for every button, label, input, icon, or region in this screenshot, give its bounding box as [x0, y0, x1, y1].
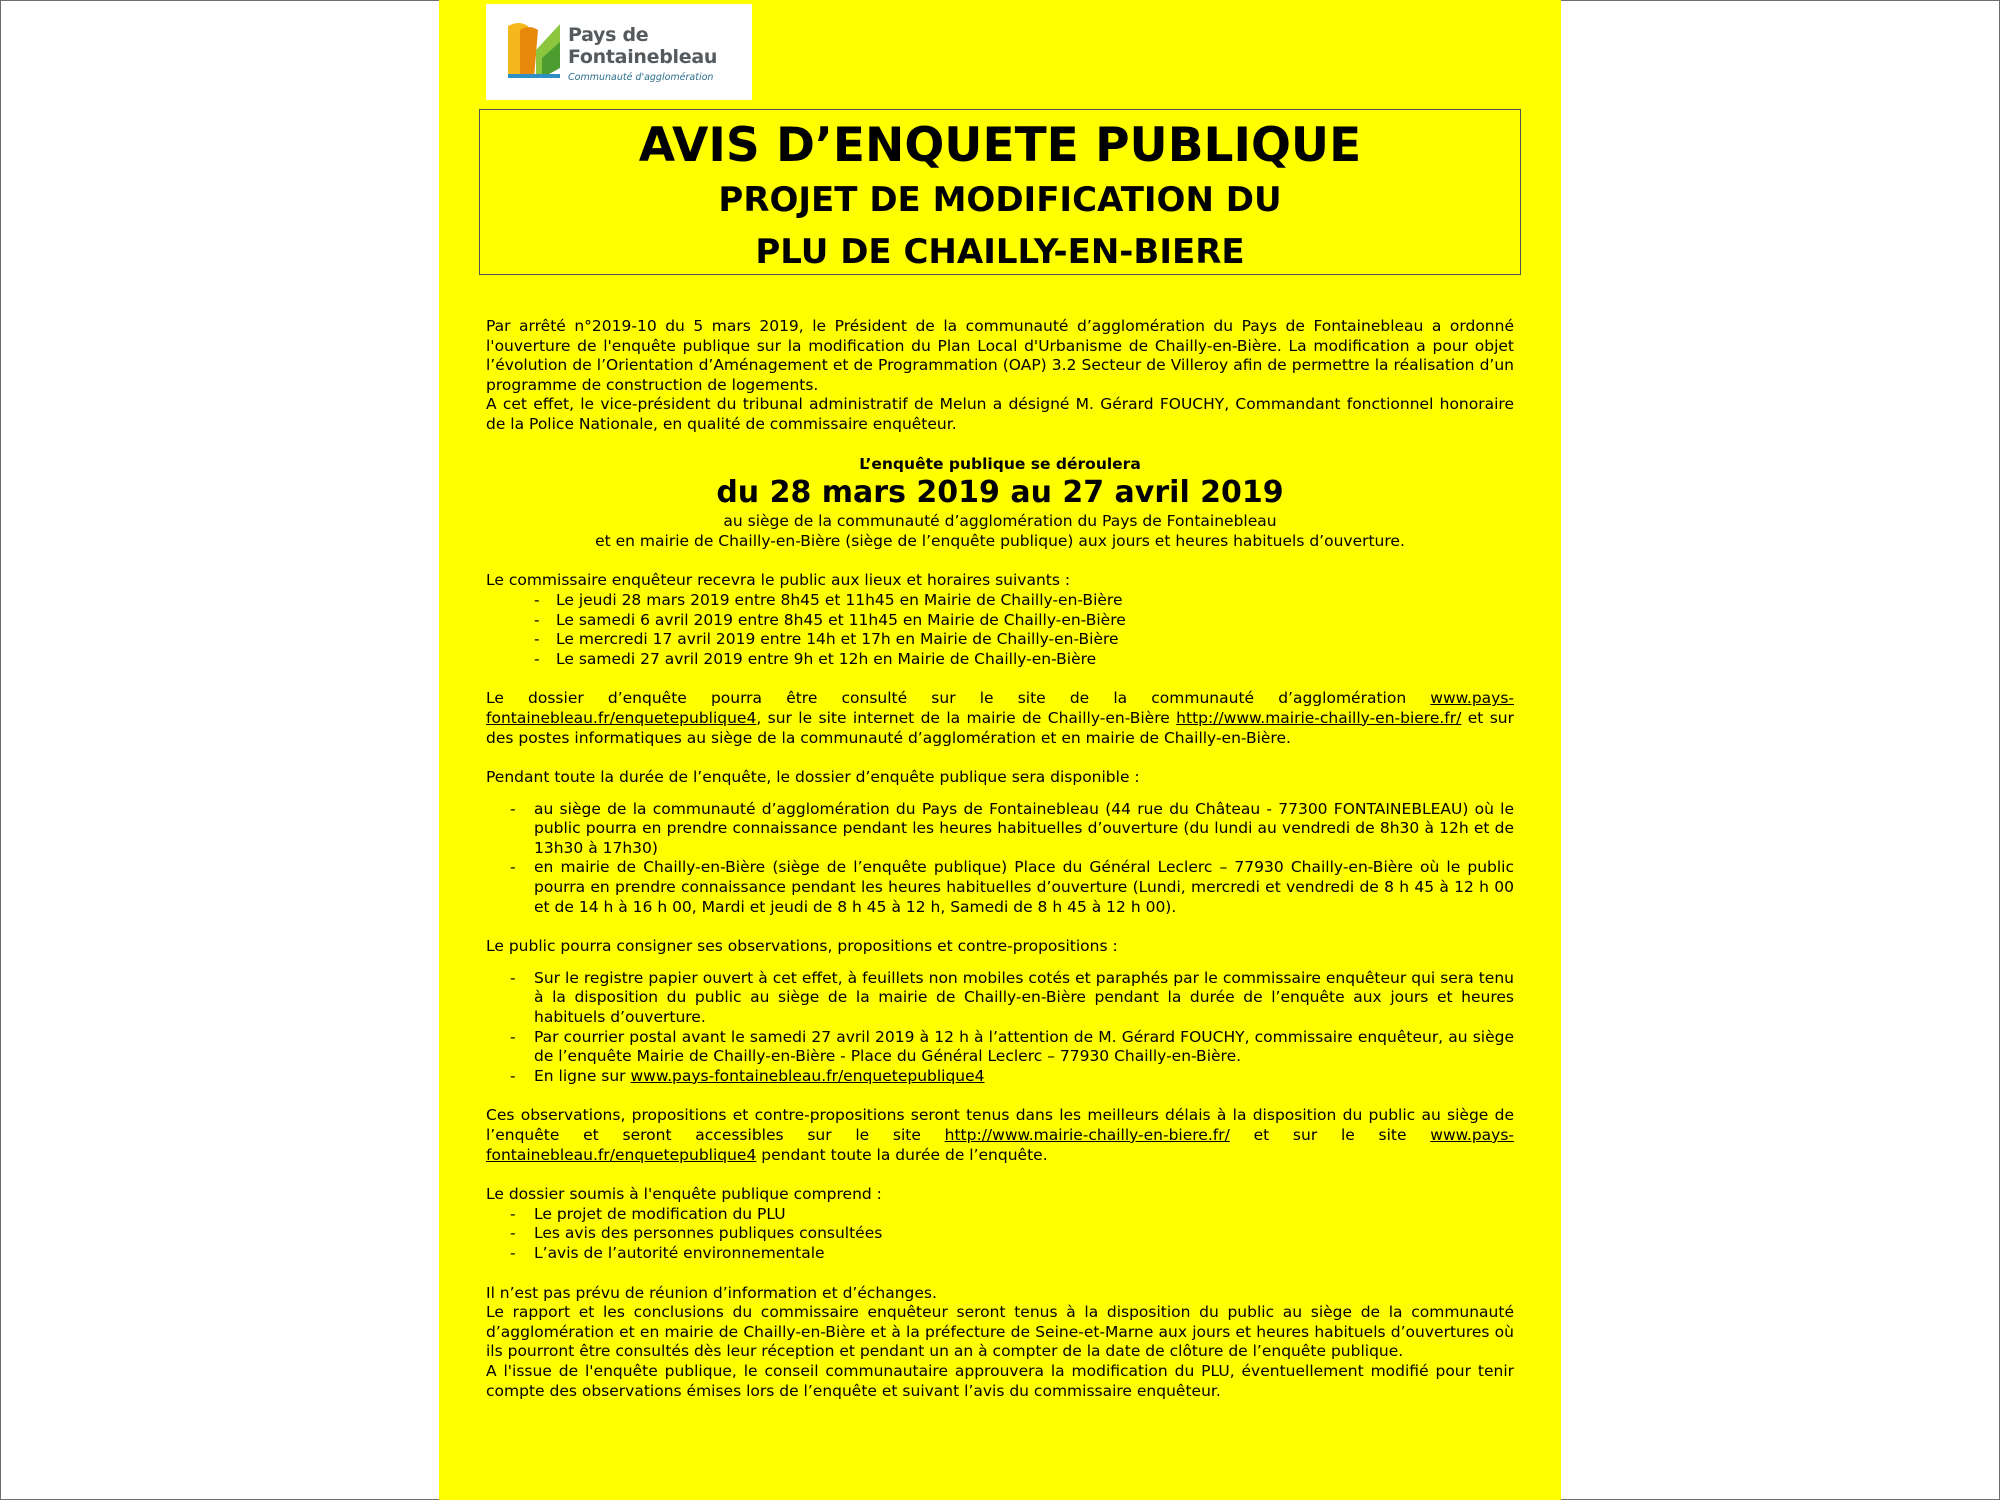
accessibility-text-3: pendant toute la durée de l’enquête. — [756, 1145, 1048, 1164]
logo-line-1: Pays de — [568, 24, 649, 46]
pays-fontainebleau-link[interactable]: www.pays-fontainebleau.fr/enquetepublique4 — [486, 689, 1514, 727]
logo-mark-icon — [506, 20, 562, 82]
closing-paragraph-3: A l'issue de l'enquête publique, le conseil communautaire approuvera la modification du PLU, éventuellement modifié pour tenir compte des observations émises lors de l’enquête et suivant l’avis du commissaire enquêteur. — [486, 1361, 1514, 1400]
notice-body — [486, 317, 1514, 1401]
notice-title: AVIS D’ENQUETE PUBLIQUE — [638, 118, 1362, 173]
list-item: - Le samedi 27 avril 2019 entre 9h et 12h en Mairie de Chailly-en-Bière — [486, 650, 1514, 670]
period-lead: L’enquête publique se déroulera — [859, 454, 1141, 473]
list-item: - Le mercredi 17 avril 2019 entre 14h et 17h en Mairie de Chailly-en-Bière — [486, 630, 1514, 650]
closing-paragraph-2: Le rapport et les conclusions du commissaire enquêteur seront tenus à la disposition du public au siège de la communauté d’agglomération et en mairie de Chailly-en-Bière et à la préfecture de Seine-et-Marne aux jours et heures habituels d’ouvertures où ils pourront être consultés dès leur réception et pendant un an à compter de la date de clôture de l’enquête publique. — [486, 1303, 1514, 1361]
accessibility-text-1: Ces observations, propositions et contre-propositions seront tenus dans les meilleurs délais à la disposition du public au siège de l’enquête et seront accessibles sur le site — [486, 1106, 1514, 1144]
accessibility-paragraph — [486, 1106, 1514, 1165]
list-item: - au siège de la communauté d’agglomération du Pays de Fontainebleau (44 rue du Château - 77300 FONTAINEBLEAU) où le public pourra en prendre connaissance pendant les heures habituelles d’ouverture (du lundi au vendredi de 8h30 à 12h et de 13h30 à 17h30) — [486, 800, 1514, 859]
list-item: - L’avis de l’autorité environnementale — [486, 1244, 1514, 1264]
list-item — [486, 1067, 1514, 1087]
list-item: - Le projet de modification du PLU — [486, 1205, 1514, 1225]
online-register-link[interactable]: www.pays-fontainebleau.fr/enquetepublique4 — [630, 1066, 985, 1085]
notice-page — [439, 0, 1561, 1500]
consultation-text-3: et sur des postes informatiques au siège de la communauté d’agglomération et en mairie de Chailly-en-Bière. — [486, 708, 1514, 747]
consultation-text-2: , sur le site internet de la mairie de Chailly-en-Bière — [756, 708, 1177, 727]
list-item: - Par courrier postal avant le samedi 27 avril 2019 à 12 h à l’attention de M. Gérard FOUCHY, commissaire enquêteur, au siège de l’enquête Mairie de Chailly-en-Bière - Place du Général Leclerc – 77930 Chailly-en-Bière. — [486, 1028, 1514, 1067]
permanences-intro: Le commissaire enquêteur recevra le public aux lieux et horaires suivants : — [486, 571, 1071, 590]
dossier-list — [486, 1205, 1514, 1264]
list-item: - Le jeudi 28 mars 2019 entre 8h45 et 11h45 en Mairie de Chailly-en-Bière — [486, 591, 1514, 611]
mairie-chailly-link[interactable]: http://www.mairie-chailly-en-biere.fr/ — [1176, 708, 1462, 727]
logo-subtitle: Communauté d'agglomération — [568, 72, 714, 83]
observations-intro: Le public pourra consigner ses observations, propositions et contre-propositions : — [486, 937, 1118, 956]
pays-fontainebleau-logo — [486, 4, 752, 100]
consultation-text-1: Le dossier d’enquête pourra être consulté sur le site de la communauté d’agglomération — [486, 689, 1431, 708]
availability-intro: Pendant toute la durée de l’enquête, le dossier d’enquête publique sera disponible : — [486, 768, 1140, 787]
notice-subtitle-1: PROJET DE MODIFICATION DU — [718, 180, 1282, 220]
dossier-intro: Le dossier soumis à l'enquête publique comprend : — [486, 1185, 882, 1204]
period-place-1: au siège de la communauté d’agglomération du Pays de Fontainebleau — [723, 512, 1277, 531]
list-item: - Sur le registre papier ouvert à cet effet, à feuillets non mobiles cotés et paraphés par le commissaire enquêteur qui sera tenu à la disposition du public au siège de la mairie de Chailly-en-Bière pendant la durée de l’enquête aux jours et heures habituels d’ouverture. — [486, 969, 1514, 1028]
logo-line-2: Fontainebleau — [568, 46, 718, 68]
list-item: - Le samedi 6 avril 2019 entre 8h45 et 11h45 en Mairie de Chailly-en-Bière — [486, 611, 1514, 631]
period-place-2: et en mairie de Chailly-en-Bière (siège de l’enquête publique) aux jours et heures habituels d’ouverture. — [595, 531, 1405, 550]
intro-paragraph: Par arrêté n°2019-10 du 5 mars 2019, le Président de la communauté d’agglomération du Pays de Fontainebleau a ordonné l'ouverture de l'enquête publique sur la modification du Plan Local d'Urbanisme de Chailly-en-Bière. La modification a pour objet l’évolution de l’Orientation d’Aménagement et de Programmation (OAP) 3.2 Secteur de Villeroy afin de permettre la réalisation d’un programme de construction de logements. — [486, 317, 1514, 394]
availability-list — [486, 800, 1514, 918]
accessibility-text-2: et sur le site — [1229, 1126, 1431, 1144]
inquiry-dates: du 28 mars 2019 au 27 avril 2019 — [716, 475, 1284, 511]
observations-list — [486, 969, 1514, 1087]
closing-paragraph-1: Il n’est pas prévu de réunion d’information et d’échanges. — [486, 1283, 937, 1302]
commissioner-paragraph: A cet effet, le vice-président du tribunal administratif de Melun a désigné M. Gérard FOUCHY, Commandant fonctionnel honoraire de la Police Nationale, en qualité de commissaire enquêteur. — [486, 395, 1514, 433]
online-text: En ligne sur — [534, 1066, 631, 1085]
mairie-chailly-link[interactable]: http://www.mairie-chailly-en-biere.fr/ — [944, 1126, 1230, 1144]
list-item: - en mairie de Chailly-en-Bière (siège de l’enquête publique) Place du Général Leclerc – 77930 Chailly-en-Bière où le public pourra en prendre connaissance pendant les heures habituelles d’ouverture (Lundi, mercredi et vendredi de 8 h 45 à 12 h 00 et de 14 h à 16 h 00, Mardi et jeudi de 8 h 45 à 12 h, Samedi de 8 h 45 à 12 h 00). — [486, 858, 1514, 917]
list-item: - Les avis des personnes publiques consultées — [486, 1224, 1514, 1244]
consultation-paragraph — [486, 689, 1514, 748]
logo-wordmark — [568, 24, 717, 68]
title-box — [479, 109, 1521, 275]
notice-subtitle-2: PLU DE CHAILLY-EN-BIERE — [755, 232, 1245, 272]
permanences-list — [486, 591, 1514, 669]
pays-fontainebleau-link[interactable]: www.pays-fontainebleau.fr/enquetepublique4 — [486, 1126, 1514, 1164]
